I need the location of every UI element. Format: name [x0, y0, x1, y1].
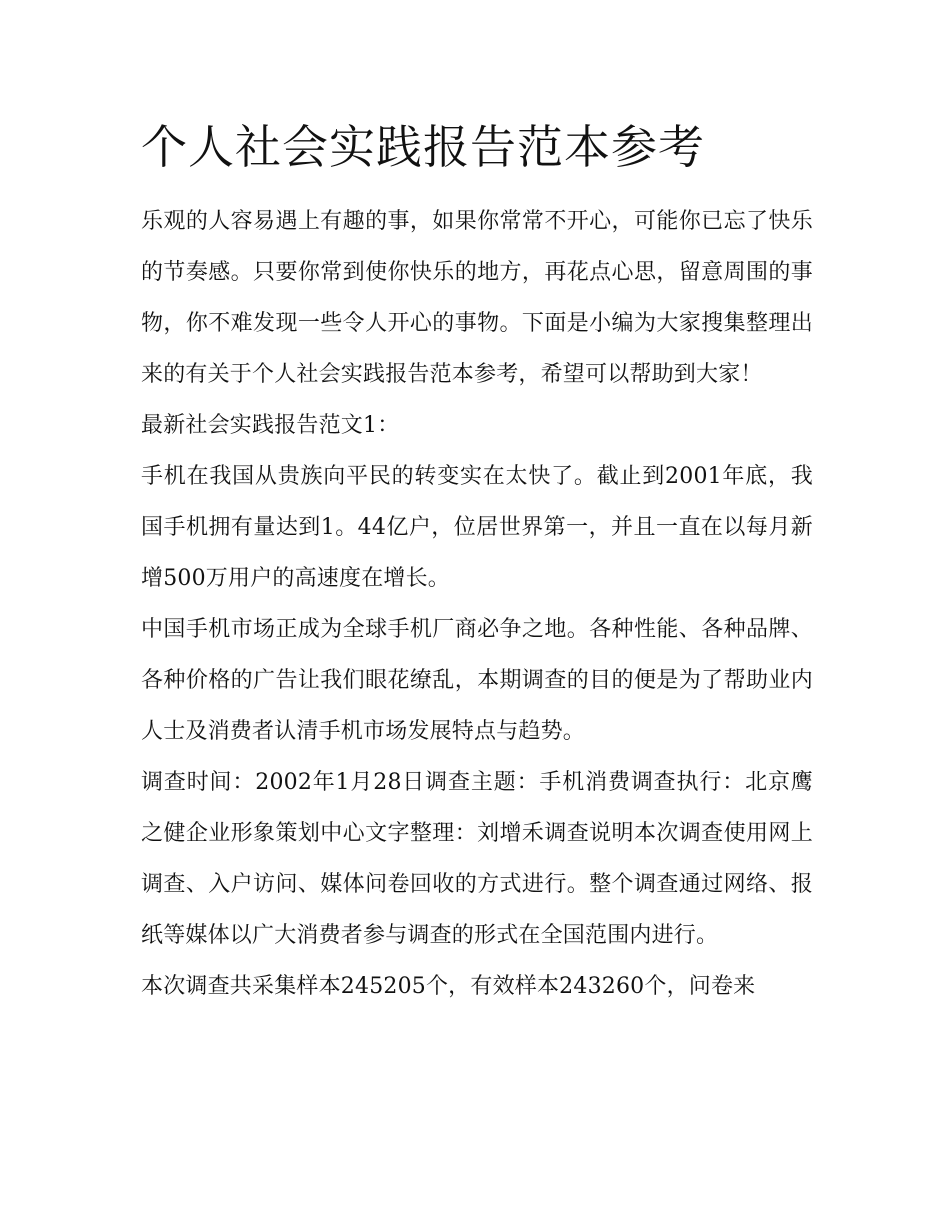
section-heading: 最新社会实践报告范文1： — [141, 413, 400, 438]
body-paragraph: 中国手机市场正成为全球手机厂商必争之地。各种性能、各种品牌、各种价格的广告让我们眼花缭乱，本期调查的目的便是为了帮助业内人士及消费者认清手机市场发展特点与趋势。 — [141, 617, 813, 744]
body-paragraph: 本次调查共采集样本245205个，有效样本243260个，问卷来 — [141, 974, 756, 999]
body-paragraph: 调查时间：2002年1月28日调查主题：手机消费调查执行：北京鹰之健企业形象策划中心文字整理：刘增禾调查说明本次调查使用网上调查、入户访问、媒体问卷回收的方式进行。整个调查通过网络、报纸等媒体以广大消费者参与调查的形式在全国范围内进行。 — [141, 770, 813, 948]
body-paragraph: 手机在我国从贵族向平民的转变实在太快了。截止到2001年底，我国手机拥有量达到1。44亿户，位居世界第一，并且一直在以每月新增500万用户的高速度在增长。 — [141, 464, 813, 591]
intro-paragraph: 乐观的人容易遇上有趣的事，如果你常常不开心，可能你已忘了快乐的节奏感。只要你常到使你快乐的地方，再花点心思，留意周围的事物，你不难发现一些令人开心的事物。下面是小编为大家搜集整理出来的有关于个人社会实践报告范本参考，希望可以帮助到大家！ — [141, 209, 813, 387]
document-page — [141, 112, 813, 1012]
document-title: 个人社会实践报告范本参考 — [141, 120, 705, 174]
